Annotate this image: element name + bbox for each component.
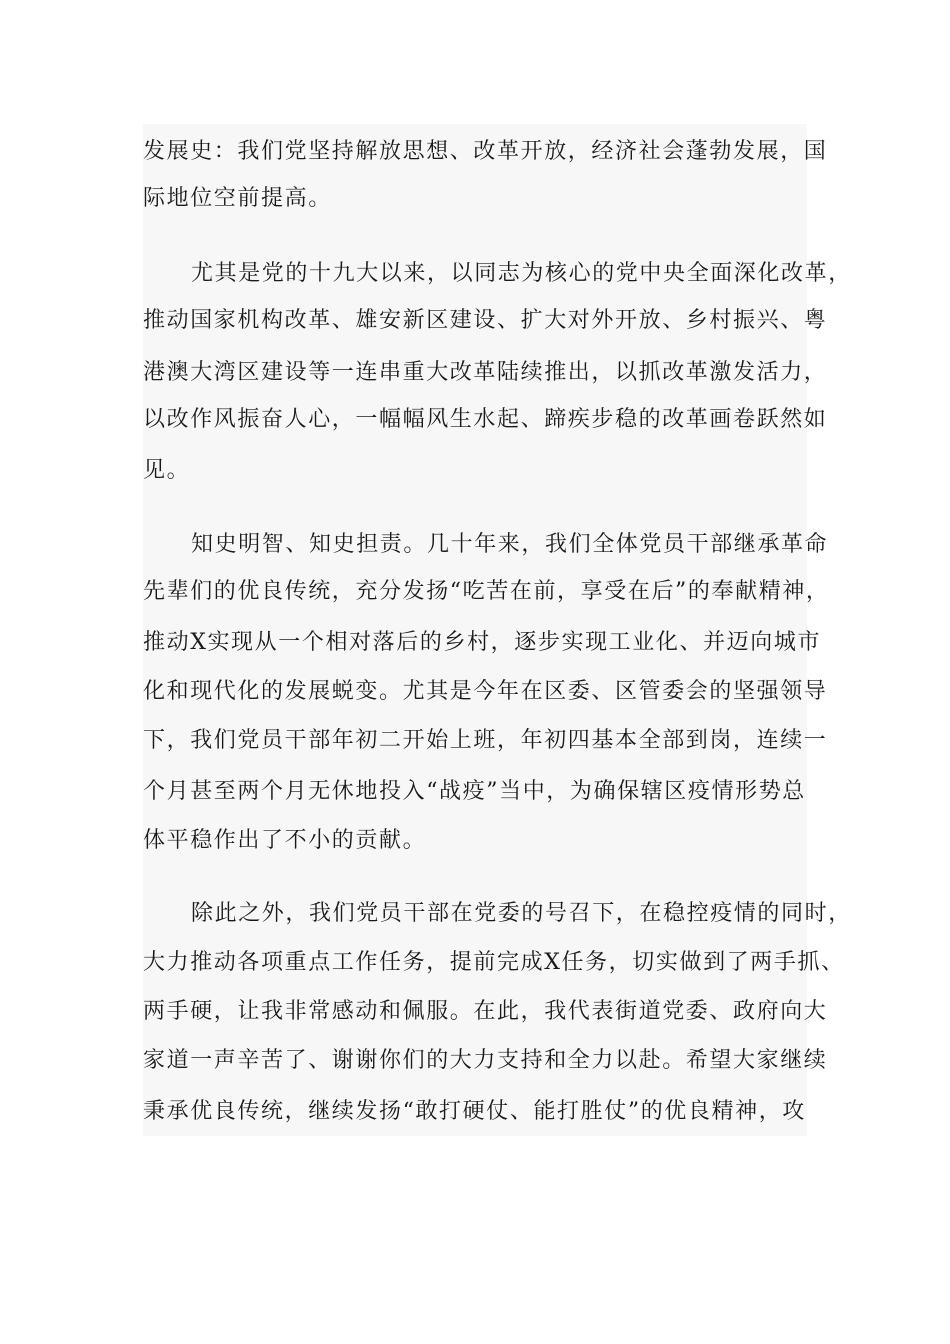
text-line: 体平稳作出了不小的贡献。 [143, 828, 427, 853]
paragraph-start-line: 知史明智、知史担责。几十年来，我们全体党员干部继承革命 [191, 532, 829, 557]
text-line: 港澳大湾区建设等一连串重大改革陆续推出，以抓改革激发活力， [143, 360, 828, 385]
text-line: 以改作风振奋人心，一幅幅风生水起、蹄疾步稳的改革画卷跃然如 [143, 407, 828, 432]
text-line: 见。 [143, 458, 191, 483]
text-line: 化和现代化的发展蜕变。尤其是今年在区委、区管委会的坚强领导 [143, 679, 828, 704]
text-line: 秉承优良传统，继续发扬“敢打硬仗、能打胜仗”的优良精神，攻 [143, 1099, 806, 1124]
text-line: 际地位空前提高。 [143, 186, 332, 211]
text-line: 两手硬，让我非常感动和佩服。在此，我代表街道党委、政府向大 [143, 999, 828, 1024]
text-line: 下，我们党员干部年初二开始上班，年初四基本全部到岗，连续一 [143, 728, 828, 753]
text-line: 个月甚至两个月无休地投入“战疫”当中，为确保辖区疫情形势总 [143, 779, 806, 804]
text-line: 发展史：我们党坚持解放思想、改革开放，经济社会蓬勃发展，国 [143, 139, 828, 164]
text-line: 家道一声辛苦了、谢谢你们的大力支持和全力以赴。希望大家继续 [143, 1048, 828, 1073]
paragraph-start-line: 尤其是党的十九大以来，以同志为核心的党中央全面深化改革， [191, 261, 852, 286]
text-line: 推动国家机构改革、雄安新区建设、扩大对外开放、乡村振兴、粤 [143, 308, 828, 333]
text-line: 先辈们的优良传统，充分发扬“吃苦在前，享受在后”的奉献精神， [143, 579, 830, 604]
text-line: 推动X实现从一个相对落后的乡村，逐步实现工业化、并迈向城市 [143, 630, 822, 655]
text-line: 大力推动各项重点工作任务，提前完成X任务，切实做到了两手抓、 [143, 950, 845, 975]
paragraph-start-line: 除此之外，我们党员干部在党委的号召下，在稳控疫情的同时， [191, 901, 852, 926]
